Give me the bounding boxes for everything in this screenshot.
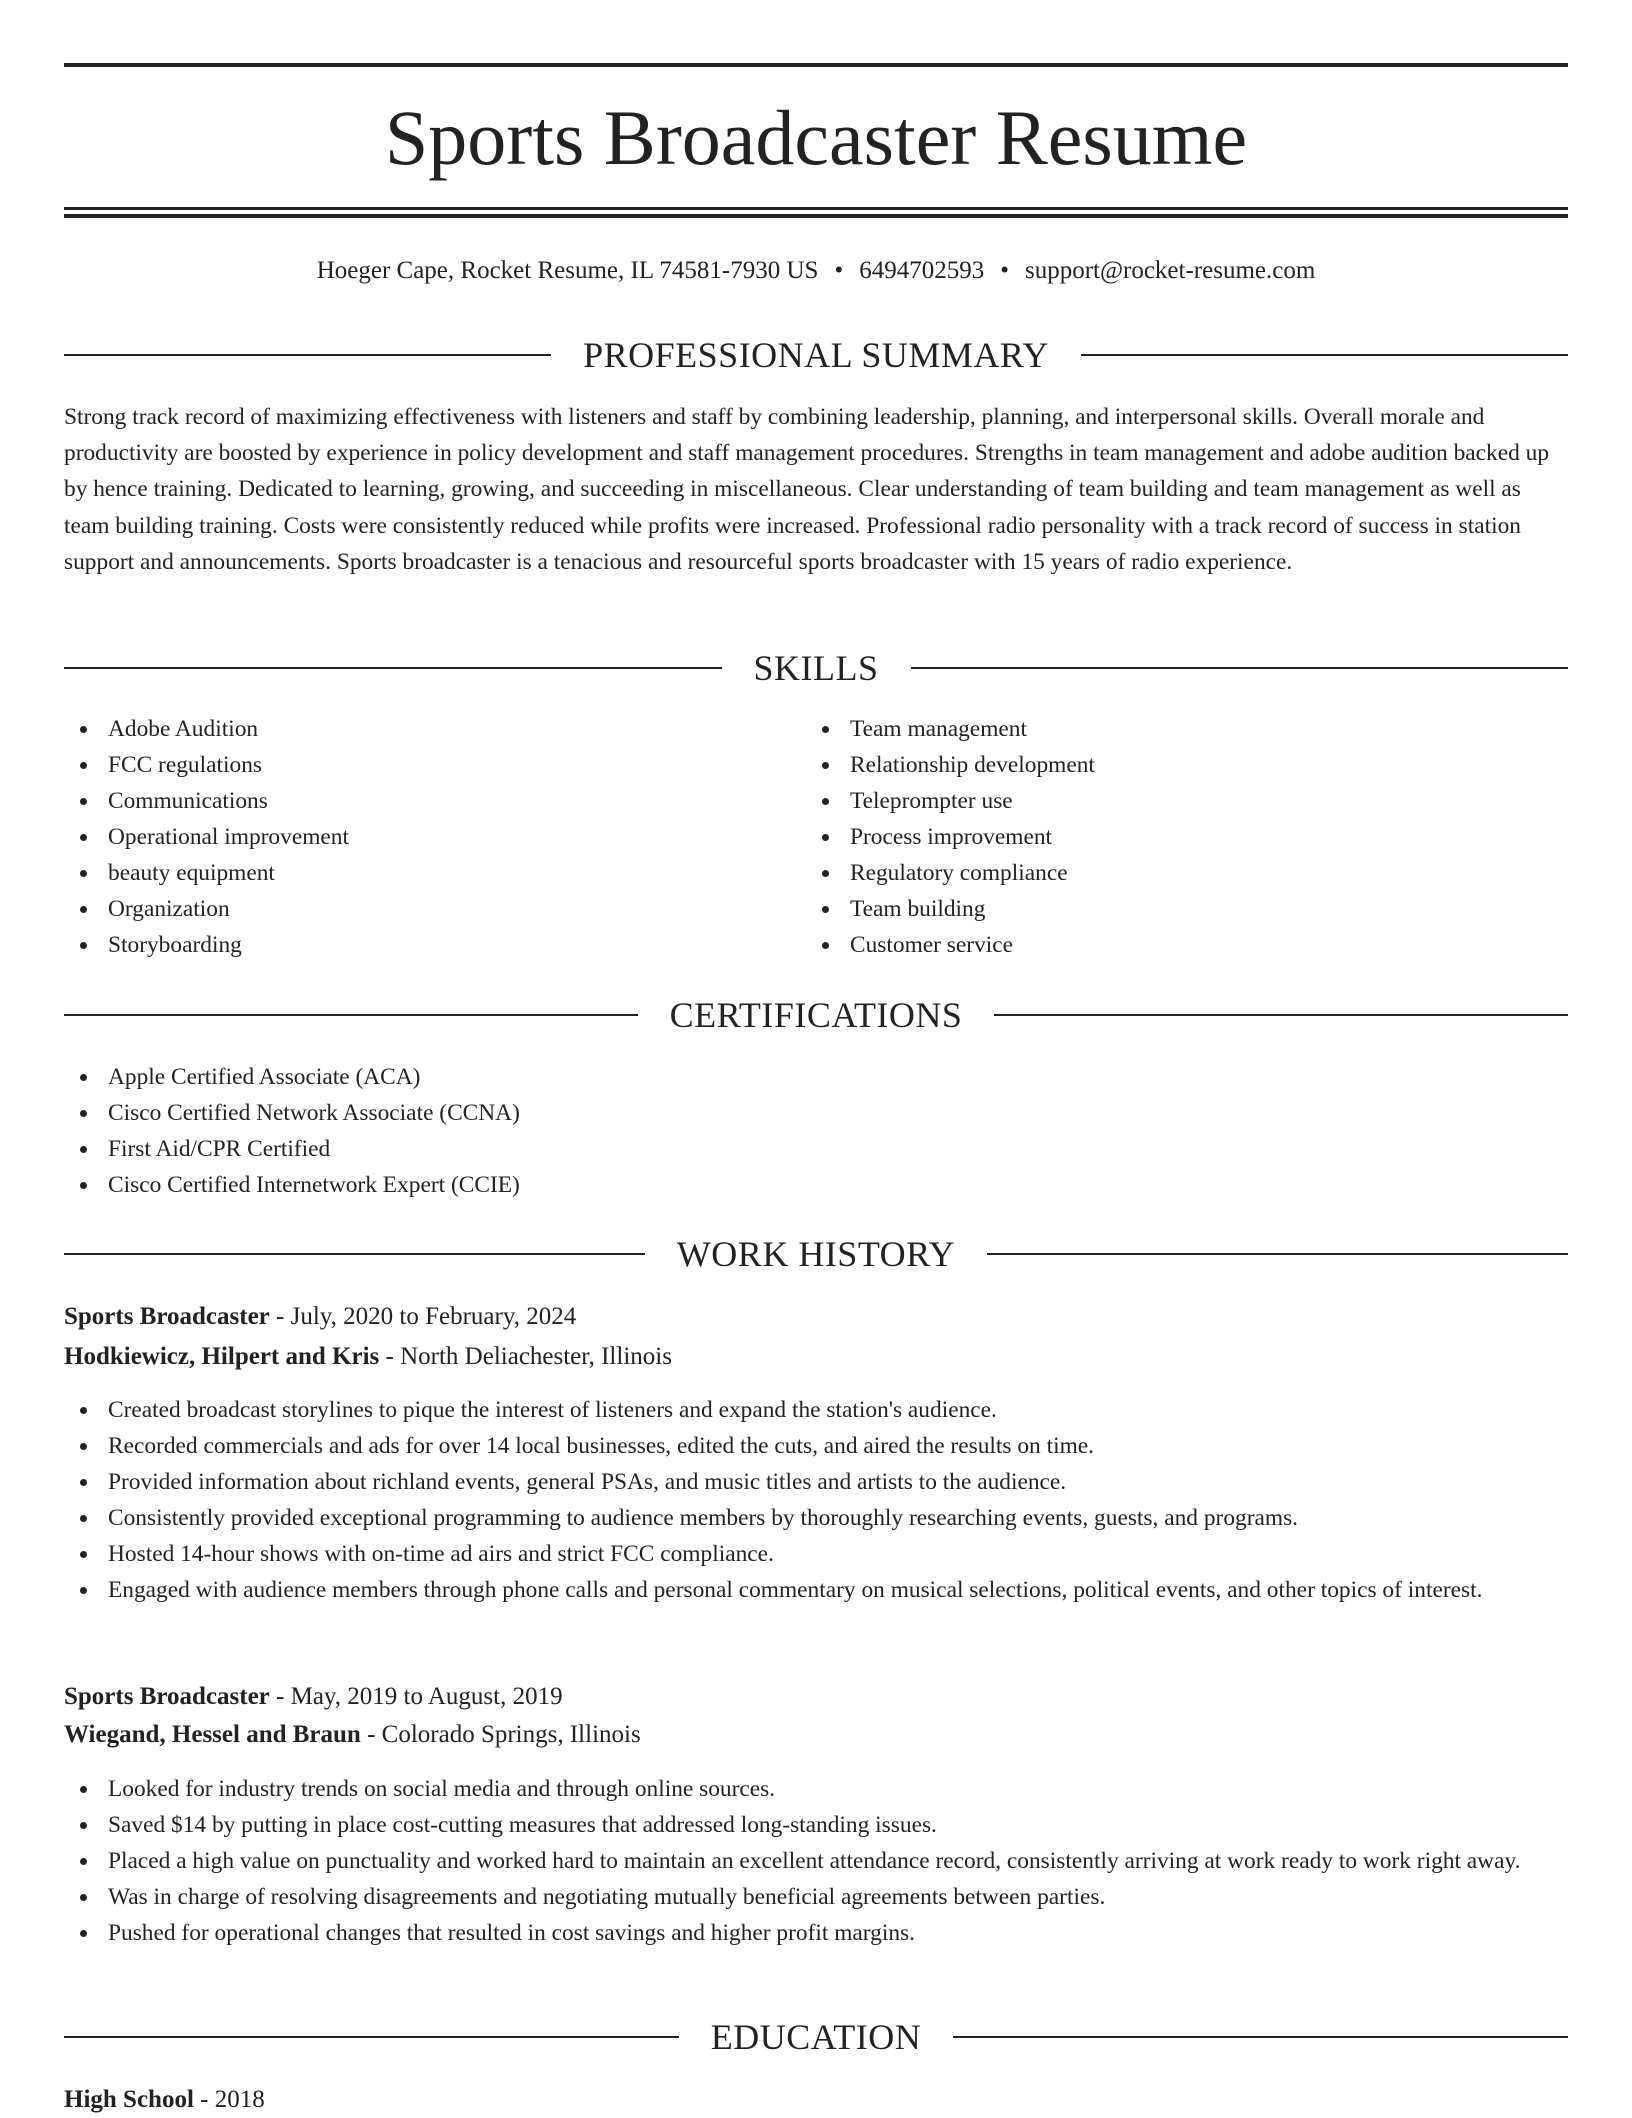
job-duty: Pushed for operational changes that resulted in cost savings and higher profit margins. (64, 1915, 1568, 1951)
certifications-heading (64, 993, 1568, 1037)
certifications-heading-label: CERTIFICATIONS (669, 995, 963, 1035)
summary-heading (64, 333, 1568, 377)
skill-item: Customer service (806, 927, 1506, 963)
certification-item: First Aid/CPR Certified (64, 1131, 1568, 1167)
contact-separator: • (834, 257, 844, 284)
skill-item: Operational improvement (64, 819, 764, 855)
job-company-line (64, 1717, 1568, 1753)
header-top-rule (64, 63, 1568, 67)
job-duties-list (64, 1392, 1568, 1608)
skill-item: Communications (64, 783, 764, 819)
skill-item: Storyboarding (64, 927, 764, 963)
contact-address: Hoeger Cape, Rocket Resume, IL 74581-7930 US (316, 257, 819, 284)
heading-rule (64, 667, 722, 669)
skills-column-right (806, 711, 1506, 963)
contact-line (64, 254, 1568, 288)
skill-item: Organization (64, 891, 764, 927)
skill-item: Team building (806, 891, 1506, 927)
contact-phone: 6494702593 (859, 257, 985, 284)
job-company: Wiegand, Hessel and Braun (64, 1721, 361, 1748)
resume-title: Sports Broadcaster Resume (384, 94, 1248, 181)
job-title: Sports Broadcaster (64, 1683, 270, 1710)
heading-rule (953, 2036, 1568, 2038)
work-history-heading (64, 1232, 1568, 1276)
work-history-heading-label: WORK HISTORY (676, 1234, 956, 1274)
job-location: - North Deliachester, Illinois (379, 1343, 672, 1370)
job-title: Sports Broadcaster (64, 1303, 270, 1330)
job-location: - Colorado Springs, Illinois (360, 1721, 641, 1748)
header-double-rule (64, 207, 1568, 218)
contact-separator: • (1000, 257, 1009, 284)
skills-heading-label: SKILLS (753, 648, 879, 688)
skill-item: Regulatory compliance (806, 855, 1506, 891)
heading-rule (64, 1014, 638, 1016)
education-school: High School (64, 2086, 194, 2113)
job-company: Hodkiewicz, Hilpert and Kris (64, 1343, 380, 1370)
contact-email: support@rocket-resume.com (1024, 257, 1316, 284)
job-duty: Consistently provided exceptional programming to audience members by thoroughly researching events, guests, and programs. (64, 1500, 1568, 1536)
heading-rule (994, 1014, 1568, 1016)
skill-item: Adobe Audition (64, 711, 764, 747)
skill-item: FCC regulations (64, 747, 764, 783)
heading-rule (987, 1253, 1568, 1255)
summary-heading-label: PROFESSIONAL SUMMARY (583, 335, 1049, 375)
job-duty: Recorded commercials and ads for over 14 local businesses, edited the cuts, and aired the results on time. (64, 1428, 1568, 1464)
education-heading (64, 2015, 1568, 2059)
education-line (64, 2082, 1568, 2118)
job-duty: Hosted 14-hour shows with on-time ad airs and strict FCC compliance. (64, 1536, 1568, 1572)
certification-item: Apple Certified Associate (ACA) (64, 1059, 1568, 1095)
skill-item: Team management (806, 711, 1506, 747)
job-title-line (64, 1679, 1568, 1715)
skill-item: Teleprompter use (806, 783, 1506, 819)
education-year: - 2018 (193, 2086, 265, 2113)
job-duty: Created broadcast storylines to pique the interest of listeners and expand the station's audience. (64, 1392, 1568, 1428)
job-duty: Provided information about richland events, general PSAs, and music titles and artists to the audience. (64, 1464, 1568, 1500)
job-duty: Placed a high value on punctuality and worked hard to maintain an excellent attendance record, consistently arriving at work ready to work right away. (64, 1843, 1568, 1879)
skills-column-left (64, 711, 764, 963)
job-dates: - May, 2019 to August, 2019 (269, 1683, 563, 1710)
job-duties-list (64, 1771, 1568, 1951)
skill-item: Process improvement (806, 819, 1506, 855)
certifications-list (64, 1059, 1568, 1203)
education-heading-label: EDUCATION (710, 2017, 922, 2057)
job-title-line (64, 1299, 1568, 1335)
skills-list-right (806, 711, 1506, 963)
certification-item: Cisco Certified Network Associate (CCNA) (64, 1095, 1568, 1131)
skills-heading (64, 646, 1568, 690)
heading-rule (64, 2036, 679, 2038)
heading-rule (911, 667, 1569, 669)
heading-rule (64, 1253, 645, 1255)
skill-item: Relationship development (806, 747, 1506, 783)
job-duty: Looked for industry trends on social media and through online sources. (64, 1771, 1568, 1807)
job-dates: - July, 2020 to February, 2024 (269, 1303, 577, 1330)
summary-text: Strong track record of maximizing effectiveness with listeners and staff by combining leadership, planning, and interpersonal skills. Overall morale and productivity are boosted by experience in policy development and staff management procedures. Strengths in team management and adobe audition backed up by hence training. Dedicated to learning, growing, and succeeding in miscellaneous. Clear understanding of team building and team management as well as team building training. Costs were consistently reduced while profits were increased. Professional radio personality with a track record of success in station support and announcements. Sports broadcaster is a tenacious and resourceful sports broadcaster with 15 years of radio experience. (64, 404, 1550, 575)
job-duty: Saved $14 by putting in place cost-cutting measures that addressed long-standing issues. (64, 1807, 1568, 1843)
job-duty: Engaged with audience members through phone calls and personal commentary on musical selections, political events, and other topics of interest. (64, 1572, 1568, 1608)
job-duty: Was in charge of resolving disagreements and negotiating mutually beneficial agreements between parties. (64, 1879, 1568, 1915)
skills-list-left (64, 711, 764, 963)
heading-rule (1081, 354, 1568, 356)
skill-item: beauty equipment (64, 855, 764, 891)
certification-item: Cisco Certified Internetwork Expert (CCIE) (64, 1167, 1568, 1203)
heading-rule (64, 354, 551, 356)
job-company-line (64, 1339, 1568, 1375)
